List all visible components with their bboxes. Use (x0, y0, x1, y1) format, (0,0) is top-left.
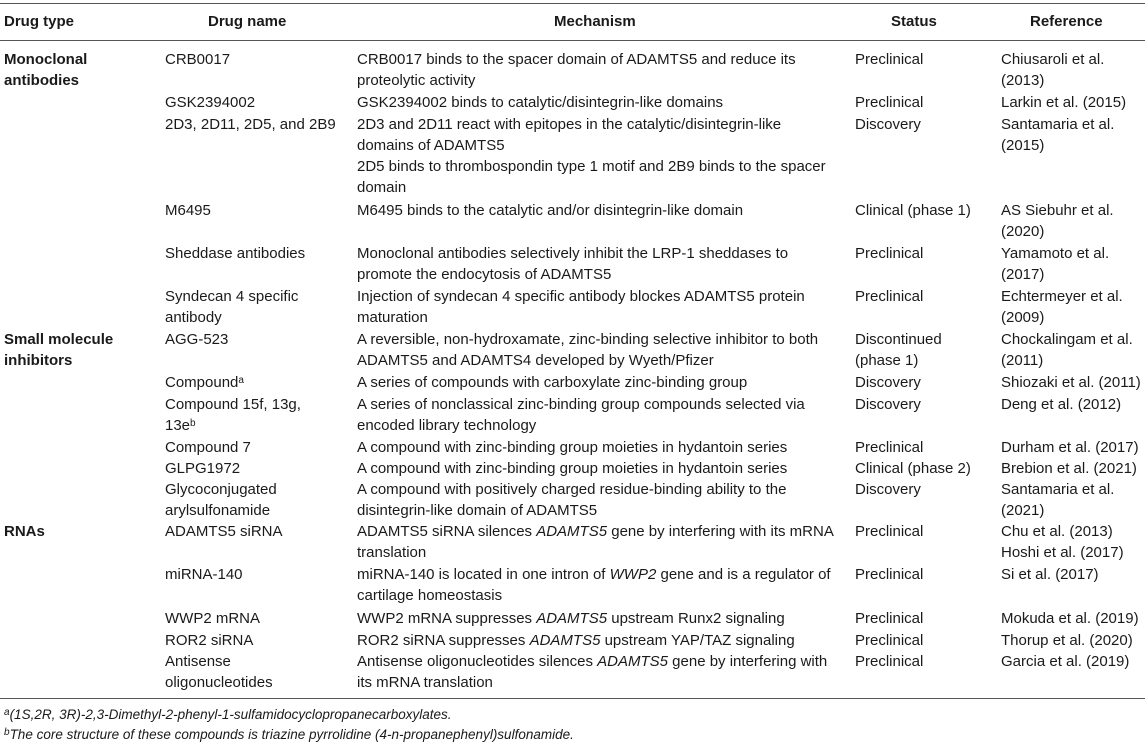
header-drug-name: Drug name (208, 13, 287, 30)
reference-cell: Larkin et al. (2015) (1001, 94, 1127, 111)
drug-name-cell: Compound 7 (165, 439, 251, 456)
reference-cell: Chockalingam et al. (2011) (1001, 331, 1133, 369)
status-cell: Preclinical (855, 439, 924, 456)
drug-name-cell: AGG-523 (165, 331, 229, 348)
mechanism-cell: M6495 binds to the catalytic and/or disintegrin-like domain (357, 202, 744, 219)
table-bottom-rule (0, 698, 1145, 699)
status-cell: Preclinical (855, 51, 924, 68)
mechanism-cell: A compound with zinc-binding group moieties in hydantoin series (357, 460, 788, 477)
reference-cell: Thorup et al. (2020) (1001, 632, 1133, 649)
status-cell: Preclinical (855, 288, 924, 305)
mechanism-cell: Monoclonal antibodies selectively inhibit the LRP-1 sheddases to promote the endocytosis of ADAMTS5 (357, 245, 789, 283)
reference-cell: Chiusaroli et al. (2013) (1001, 51, 1105, 89)
mechanism-cell: A series of compounds with carboxylate zinc-binding group (357, 374, 748, 391)
header-status: Status (891, 13, 937, 30)
mechanism-cell: WWP2 mRNA suppresses ADAMTS5 upstream Runx2 signaling (357, 610, 785, 627)
reference-cell: Durham et al. (2017) (1001, 439, 1139, 456)
status-cell: Clinical (phase 1) (855, 202, 971, 219)
status-cell: Preclinical (855, 653, 924, 670)
mechanism-cell: A reversible, non-hydroxamate, zinc-binding selective inhibitor to both ADAMTS5 and ADAMTS4 developed by Wyeth/Pfizer (357, 331, 819, 369)
status-cell: Preclinical (855, 566, 924, 583)
status-cell: Preclinical (855, 610, 924, 627)
drug-name-cell: Glycoconjugated arylsulfonamide (165, 481, 277, 519)
drug-name-cell: miRNA-140 (165, 566, 243, 583)
status-cell: Clinical (phase 2) (855, 460, 971, 477)
status-cell: Preclinical (855, 632, 924, 649)
drug-type-cell: Small molecule inhibitors (4, 331, 114, 369)
status-cell: Preclinical (855, 245, 924, 262)
mechanism-cell: ADAMTS5 siRNA silences ADAMTS5 gene by interfering with its mRNA translation (357, 523, 834, 561)
drug-name-cell: Compound$^a$ (165, 374, 244, 391)
reference-cell: Chu et al. (2013) Hoshi et al. (2017) (1001, 523, 1124, 561)
status-cell: Discovery (855, 116, 921, 133)
drug-name-cell: Syndecan 4 specific antibody (165, 288, 299, 326)
reference-cell: AS Siebuhr et al. (2020) (1001, 202, 1114, 240)
drug-name-cell: CRB0017 (165, 51, 231, 68)
table-top-rule (0, 3, 1145, 4)
header-drug-type: Drug type (4, 13, 75, 30)
footnote-a: $^a$(1S,2R, 3R)-2,3-Dimethyl-2-phenyl-1-sulfamidocyclopropanecarboxylates. (4, 707, 452, 722)
drug-name-cell: Sheddase antibodies (165, 245, 306, 262)
drug-name-cell: M6495 (165, 202, 211, 219)
mechanism-cell: CRB0017 binds to the spacer domain of ADAMTS5 and reduce its proteolytic activity (357, 51, 796, 89)
mechanism-cell: A compound with positively charged residue-binding ability to the disintegrin-like domain of ADAMTS5 (357, 481, 787, 519)
drug-name-cell: Antisense oligonucleotides (165, 653, 273, 691)
status-cell: Discovery (855, 374, 921, 391)
status-cell: Preclinical (855, 94, 924, 111)
reference-cell: Echtermeyer et al. (2009) (1001, 288, 1123, 326)
reference-cell: Shiozaki et al. (2011) (1001, 374, 1141, 391)
drug-name-cell: GLPG1972 (165, 460, 241, 477)
drug-name-cell: ROR2 siRNA (165, 632, 254, 649)
reference-cell: Si et al. (2017) (1001, 566, 1099, 583)
header-mechanism: Mechanism (554, 13, 636, 30)
reference-cell: Brebion et al. (2021) (1001, 460, 1137, 477)
mechanism-cell: Injection of syndecan 4 specific antibody blockes ADAMTS5 protein maturation (357, 288, 805, 326)
drug-type-cell: RNAs (4, 523, 45, 540)
reference-cell: Mokuda et al. (2019) (1001, 610, 1139, 627)
drug-name-cell: ADAMTS5 siRNA (165, 523, 283, 540)
reference-cell: Garcia et al. (2019) (1001, 653, 1130, 670)
status-cell: Discontinued (phase 1) (855, 331, 942, 369)
drug-name-cell: 2D3, 2D11, 2D5, and 2B9 (165, 116, 336, 133)
footnote-b: $^b$The core structure of these compounds is triazine pyrrolidine (4-n-propanephenyl)sulfonamide. (4, 727, 574, 742)
reference-cell: Deng et al. (2012) (1001, 396, 1122, 413)
reference-cell: Santamaria et al. (2021) (1001, 481, 1115, 519)
mechanism-cell: Antisense oligonucleotides silences ADAMTS5 gene by interfering with its mRNA translation (357, 653, 828, 691)
drug-name-cell: Compound 15f, 13g, $13e^b$ (165, 396, 301, 434)
status-cell: Preclinical (855, 523, 924, 540)
reference-cell: Yamamoto et al. (2017) (1001, 245, 1110, 283)
drug-type-cell: Monoclonal antibodies (4, 51, 88, 89)
drug-name-cell: WWP2 mRNA (165, 610, 260, 627)
mechanism-cell: 2D3 and 2D11 react with epitopes in the catalytic/disintegrin-like domains of ADAMTS5 2D5 binds to thrombospondin type 1 motif and 2B9 binds to the spacer domain (357, 116, 826, 196)
status-cell: Discovery (855, 481, 921, 498)
mechanism-cell: GSK2394002 binds to catalytic/disintegrin-like domains (357, 94, 724, 111)
header-rule (0, 40, 1145, 41)
status-cell: Discovery (855, 396, 921, 413)
mechanism-cell: miRNA-140 is located in one intron of WWP2 gene and is a regulator of cartilage homeostasis (357, 566, 831, 604)
mechanism-cell: A compound with zinc-binding group moieties in hydantoin series (357, 439, 788, 456)
mechanism-cell: A series of nonclassical zinc-binding group compounds selected via encoded library technology (357, 396, 805, 434)
reference-cell: Santamaria et al. (2015) (1001, 116, 1115, 154)
drug-name-cell: GSK2394002 (165, 94, 256, 111)
header-reference: Reference (1030, 13, 1103, 30)
mechanism-cell: ROR2 siRNA suppresses ADAMTS5 upstream YAP/TAZ signaling (357, 632, 795, 649)
